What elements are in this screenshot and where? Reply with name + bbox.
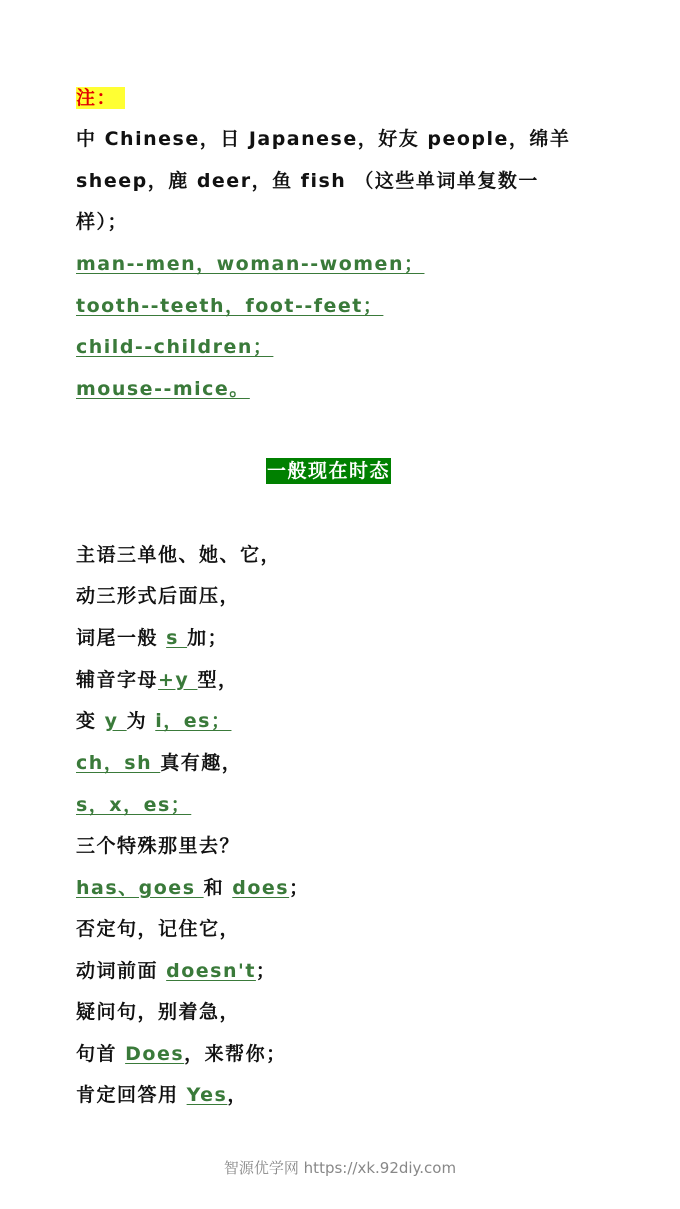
note-line-1: 中 Chinese，日 Japanese，好友 people，绵羊 [76, 128, 571, 150]
rhyme-highlight: does [232, 877, 290, 899]
rhyme-line: 否定句，记住它， [76, 918, 241, 940]
rhyme-text: 变 [76, 710, 105, 732]
rhyme-text: ，来帮你； [184, 1043, 287, 1065]
note-line-2: sheep，鹿 deer，鱼 fish （这些单词单复数一 [76, 170, 539, 192]
rhyme-line [76, 1083, 248, 1107]
rhyme-text: 型， [197, 669, 239, 691]
rhyme-text: 句首 [76, 1043, 126, 1065]
note-label-line [76, 86, 125, 110]
rhyme-line: 三个特殊那里去？ [76, 835, 241, 857]
rhyme-highlight: ch，sh [76, 752, 161, 774]
rhyme-line: 动三形式后面压， [76, 585, 241, 607]
rhyme-line [76, 876, 310, 900]
rhyme-line: 主语三单他、她、它， [76, 544, 282, 566]
rhyme-text: 肯定回答用 [76, 1084, 187, 1106]
rhyme-highlight: i，es； [155, 710, 232, 732]
rhyme-line [76, 751, 242, 775]
rhyme-highlight: doesn't [166, 960, 256, 982]
footer-watermark: 智源优学网 https://xk.92diy.com [223, 1159, 457, 1177]
rhyme-highlight: has、goes [76, 877, 204, 899]
note-label: 注： [76, 87, 125, 109]
rhyme-text: 词尾一般 [76, 627, 167, 649]
rhyme-text: ， [227, 1084, 248, 1106]
rhyme-text: ； [289, 877, 310, 899]
example-line: man--men，woman--women； [76, 253, 425, 275]
example-line: mouse--mice。 [76, 378, 250, 400]
section-title: 一般现在时态 [267, 460, 391, 482]
rhyme-line [76, 1042, 287, 1066]
rhyme-line: 疑问句，别着急， [76, 1001, 241, 1023]
rhyme-highlight: y [104, 710, 127, 732]
example-line: child--children； [76, 336, 274, 358]
rhyme-line [76, 959, 276, 983]
rhyme-highlight: s [166, 627, 188, 649]
example-line: tooth--teeth，foot--feet； [76, 295, 384, 317]
rhyme-text: 辅音字母 [76, 669, 159, 691]
rhyme-text: 真有趣， [160, 752, 243, 774]
note-line-3: 样）； [76, 211, 129, 233]
rhyme-line [76, 668, 238, 692]
rhyme-text: 为 [126, 710, 156, 732]
rhyme-text: 和 [203, 877, 233, 899]
rhyme-line [76, 626, 228, 650]
rhyme-text: 加； [187, 627, 229, 649]
rhyme-text: 动词前面 [76, 960, 167, 982]
rhyme-line [76, 709, 231, 733]
rhyme-highlight: +y [158, 669, 198, 691]
rhyme-highlight: Does [125, 1043, 185, 1065]
rhyme-text: ； [255, 960, 277, 982]
rhyme-highlight: Yes [186, 1084, 228, 1106]
rhyme-line: s，x，es； [76, 794, 192, 816]
